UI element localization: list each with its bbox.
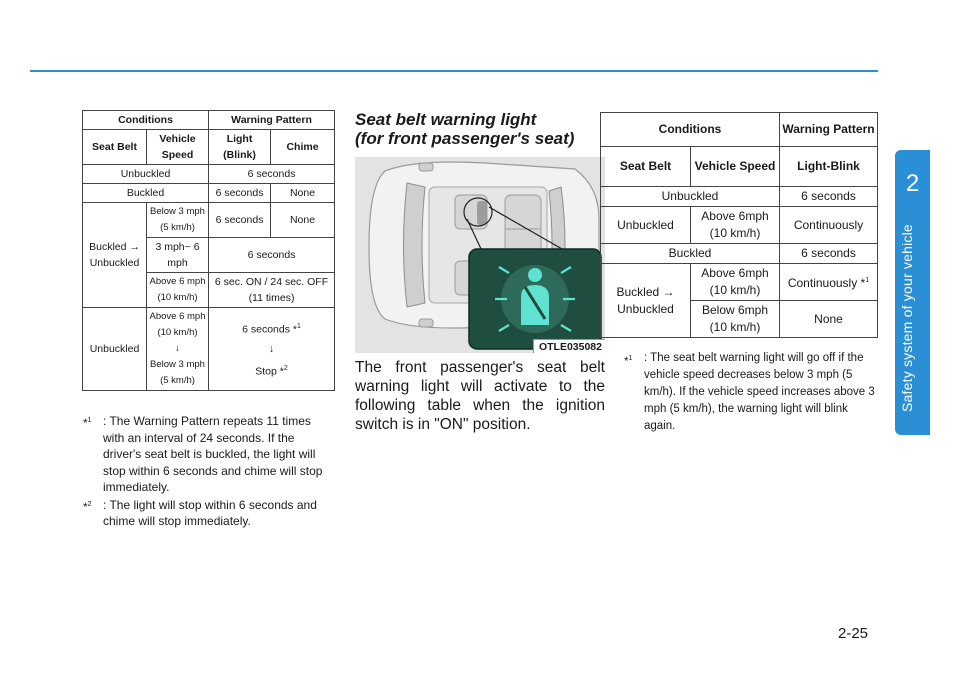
subheader-vehicle-speed: Vehicle Speed xyxy=(691,147,780,187)
cell-seat-belt: Unbuckled xyxy=(601,207,691,244)
chapter-tab xyxy=(895,150,930,435)
footnote-text: : The seat belt warning light will go off if the vehicle speed decreases below 3 mph (5 km/h). If the vehicle speed increases above 3 mph (5 km/h), the warning light will blink again. xyxy=(644,352,875,432)
cell-condition: Unbuckled xyxy=(601,187,780,207)
footnote-text: : The Warning Pattern repeats 11 times with an interval of 24 seconds. If the driver's seat belt is buckled, the light will stop within 6 seconds and chime will stop immediately. xyxy=(103,414,323,494)
cell-speed: Below 6mph (10 km/h) xyxy=(691,301,780,338)
chapter-number: 2 xyxy=(905,170,920,197)
cell-pattern: Continuously xyxy=(780,207,878,244)
cell-light: 6 seconds xyxy=(209,184,271,203)
pattern-bottom: Stop * xyxy=(255,365,284,378)
header-warning-pattern: Warning Pattern xyxy=(780,113,878,147)
footnote-mark: *$^1$ xyxy=(624,355,633,368)
pattern-value: Continuously * xyxy=(787,276,866,290)
cell-seat-belt: Buckled → Unbuckled xyxy=(83,203,147,308)
section-title-line-2: (for front passenger's seat) xyxy=(355,129,575,148)
right-footnotes xyxy=(624,350,877,436)
section-title xyxy=(355,110,605,148)
footnote-ref: 2 xyxy=(283,365,288,372)
cell-seat-belt: Unbuckled xyxy=(83,308,147,391)
subheader-vehicle-speed: Vehicle Speed xyxy=(147,130,209,165)
cell-pattern: 6 seconds xyxy=(780,187,878,207)
header-conditions: Conditions xyxy=(83,111,209,130)
footnote-2 xyxy=(83,497,335,530)
footnote-ref: 1 xyxy=(865,277,870,284)
section-body-text: The front passenger's seat belt warning light will activate to the following table when the ignition switch is in "ON" position. xyxy=(355,359,605,433)
passenger-seatbelt-warning-table xyxy=(600,112,878,338)
footnote-1 xyxy=(624,350,877,435)
section-title-line-1: Seat belt warning light xyxy=(355,110,537,129)
cell-pattern-sequence xyxy=(209,308,335,391)
page-number: 2-25 xyxy=(838,625,869,642)
footnote-mark: *$^1$ xyxy=(83,416,92,430)
subheader-light-blink: Light (Blink) xyxy=(209,130,271,165)
footnote-ref: 1 xyxy=(297,322,301,330)
cell-pattern: 6 seconds xyxy=(209,165,335,184)
footnote-mark: *$^2$ xyxy=(83,499,92,514)
chapter-title: Safety system of your vehicle xyxy=(899,224,915,412)
footnote-text: : The light will stop within 6 seconds and chime will stop immediately. xyxy=(103,497,317,528)
subheader-light-blink: Light-Blink xyxy=(780,147,878,187)
cell-speed: 3 mph~ 6 mph xyxy=(147,238,209,273)
car-illustration xyxy=(355,157,605,353)
cell-speed: Above 6mph (10 km/h) xyxy=(691,207,780,244)
footnote-1 xyxy=(83,413,335,496)
driver-seatbelt-warning-table xyxy=(82,110,335,391)
header-rule xyxy=(30,70,878,72)
cell-pattern: 6 sec. ON / 24 sec. OFF (11 times) xyxy=(209,273,335,308)
cell-seat-belt: Buckled → Unbuckled xyxy=(601,264,691,338)
cell-chime: None xyxy=(271,203,335,238)
speed-bottom: Below 3 mph (5 km/h) xyxy=(150,359,205,386)
subheader-seat-belt: Seat Belt xyxy=(601,147,691,187)
header-warning-pattern: Warning Pattern xyxy=(209,111,335,130)
cell-light: 6 seconds xyxy=(209,203,271,238)
down-arrow-icon: ↓ xyxy=(175,343,180,354)
cell-pattern xyxy=(780,264,878,301)
cell-condition: Buckled xyxy=(601,244,780,264)
cell-pattern: 6 seconds xyxy=(780,244,878,264)
cell-condition: Unbuckled xyxy=(83,165,209,184)
cell-chime: None xyxy=(271,184,335,203)
down-arrow-icon: ↓ xyxy=(268,343,275,355)
cell-speed: Above 6 mph (10 km/h) xyxy=(147,273,209,308)
subheader-seat-belt: Seat Belt xyxy=(83,130,147,165)
figure-code: OTLE035082 xyxy=(533,339,605,353)
cell-pattern: None xyxy=(780,301,878,338)
speed-top: Above 6 mph (10 km/h) xyxy=(149,311,206,338)
figure-car-top-view xyxy=(355,157,605,353)
cell-condition: Buckled xyxy=(83,184,209,203)
pattern-top: 6 seconds * xyxy=(242,323,297,335)
cell-pattern: 6 seconds xyxy=(209,238,335,273)
left-footnotes xyxy=(83,413,335,531)
cell-speed: Above 6mph (10 km/h) xyxy=(691,264,780,301)
cell-speed-sequence xyxy=(147,308,209,391)
cell-speed: Below 3 mph (5 km/h) xyxy=(147,203,209,238)
subheader-chime: Chime xyxy=(271,130,335,165)
header-conditions: Conditions xyxy=(601,113,780,147)
